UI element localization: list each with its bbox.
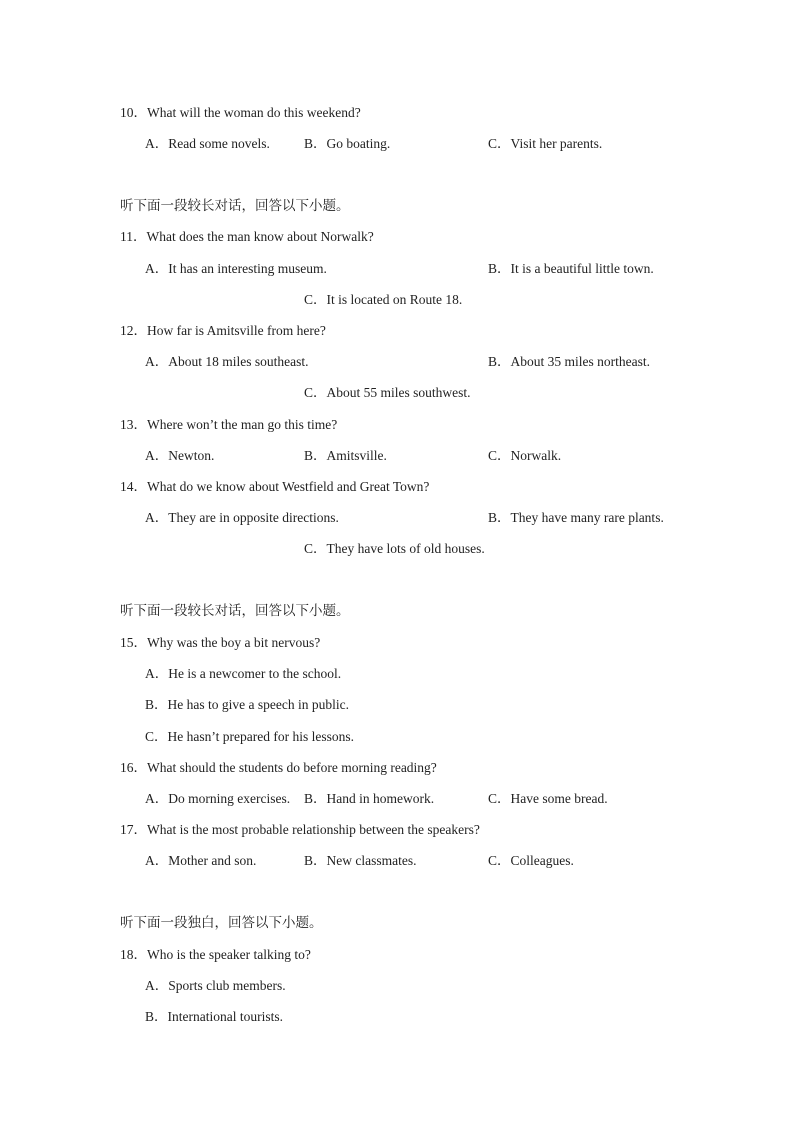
question-12-option-b: B．About 35 miles northeast.: [488, 354, 650, 369]
question-12-option-a: A．About 18 miles southeast.: [145, 354, 309, 369]
question-18-stem: 18．Who is the speaker talking to?: [120, 947, 311, 962]
section-instruction-3: 听下面一段独白，回答以下小题。: [120, 915, 323, 931]
question-11-option-a: A．It has an interesting museum.: [145, 261, 327, 276]
question-13-option-a: A．Newton.: [145, 448, 215, 463]
question-10-option-c: C．Visit her parents.: [488, 136, 603, 151]
question-18-option-b: B．International tourists.: [145, 1009, 283, 1024]
question-13-option-b: B．Amitsville.: [304, 448, 387, 463]
question-16-option-a: A．Do morning exercises.: [145, 791, 291, 806]
question-14-option-c: C．They have lots of old houses.: [304, 541, 485, 556]
question-11-option-c: C．It is located on Route 18.: [304, 292, 463, 307]
question-18-option-a: A．Sports club members.: [145, 978, 286, 993]
question-14-stem: 14．What do we know about Westfield and Great Town?: [120, 479, 430, 494]
question-10-option-b: B．Go boating.: [304, 136, 391, 151]
question-16-stem: 16．What should the students do before morning reading?: [120, 760, 437, 775]
question-14-option-a: A．They are in opposite directions.: [145, 510, 339, 525]
question-17-option-c: C．Colleagues.: [488, 853, 574, 868]
question-16-option-b: B．Hand in homework.: [304, 791, 435, 806]
question-15-option-b: B．He has to give a speech in public.: [145, 697, 349, 712]
question-11-stem: 11．What does the man know about Norwalk?: [120, 229, 374, 244]
question-10-option-a: A．Read some novels.: [145, 136, 270, 151]
question-15-stem: 15．Why was the boy a bit nervous?: [120, 635, 321, 650]
question-12-option-c: C．About 55 miles southwest.: [304, 385, 471, 400]
question-17-stem: 17．What is the most probable relationship between the speakers?: [120, 822, 480, 837]
question-15-option-a: A．He is a newcomer to the school.: [145, 666, 342, 681]
question-14-option-b: B．They have many rare plants.: [488, 510, 664, 525]
question-11-option-b: B．It is a beautiful little town.: [488, 261, 654, 276]
question-16-option-c: C．Have some bread.: [488, 791, 608, 806]
question-13-option-c: C．Norwalk.: [488, 448, 562, 463]
section-instruction-1: 听下面一段较长对话，回答以下小题。: [120, 198, 350, 214]
question-17-option-a: A．Mother and son.: [145, 853, 257, 868]
question-10-stem: 10．What will the woman do this weekend?: [120, 105, 361, 120]
question-13-stem: 13．Where won’t the man go this time?: [120, 417, 338, 432]
question-15-option-c: C．He hasn’t prepared for his lessons.: [145, 729, 354, 744]
question-17-option-b: B．New classmates.: [304, 853, 417, 868]
question-12-stem: 12．How far is Amitsville from here?: [120, 323, 326, 338]
section-instruction-2: 听下面一段较长对话，回答以下小题。: [120, 603, 350, 619]
